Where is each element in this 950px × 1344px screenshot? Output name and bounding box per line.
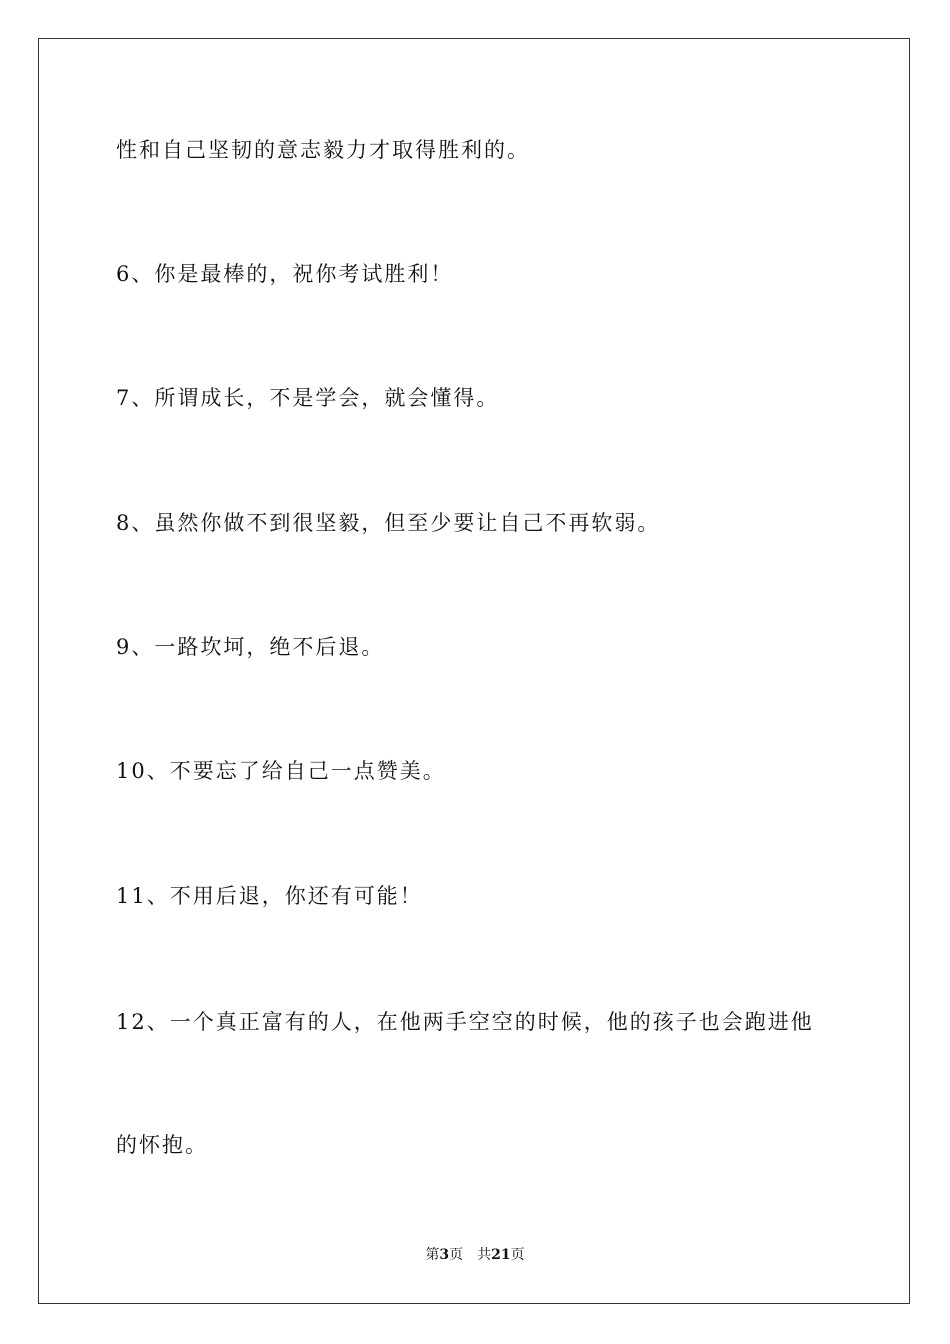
page-number: 3 (439, 1247, 450, 1263)
total-suffix: 页 (510, 1247, 525, 1263)
page-border (38, 38, 910, 1304)
page-prefix: 第 (425, 1247, 440, 1263)
page-footer (0, 1248, 950, 1262)
total-pages: 21 (491, 1247, 511, 1263)
list-item-9: 9、一路坎坷，绝不后退。 (116, 635, 385, 659)
list-item-7: 7、所谓成长，不是学会，就会懂得。 (116, 386, 500, 410)
page-suffix: 页 (449, 1247, 464, 1263)
list-item-12-continuation: 的怀抱。 (116, 1133, 208, 1157)
list-item-6: 6、你是最棒的，祝你考试胜利！ (116, 262, 454, 286)
total-prefix: 共 (477, 1247, 492, 1263)
body-text-line: 性和自己坚韧的意志毅力才取得胜利的。 (116, 138, 530, 162)
list-item-10: 10、不要忘了给自己一点赞美。 (116, 759, 446, 783)
list-item-12: 12、一个真正富有的人，在他两手空空的时候，他的孩子也会跑进他 (116, 1010, 814, 1034)
list-item-11: 11、不用后退，你还有可能！ (116, 884, 423, 908)
list-item-8: 8、虽然你做不到很坚毅，但至少要让自己不再软弱。 (116, 511, 661, 535)
